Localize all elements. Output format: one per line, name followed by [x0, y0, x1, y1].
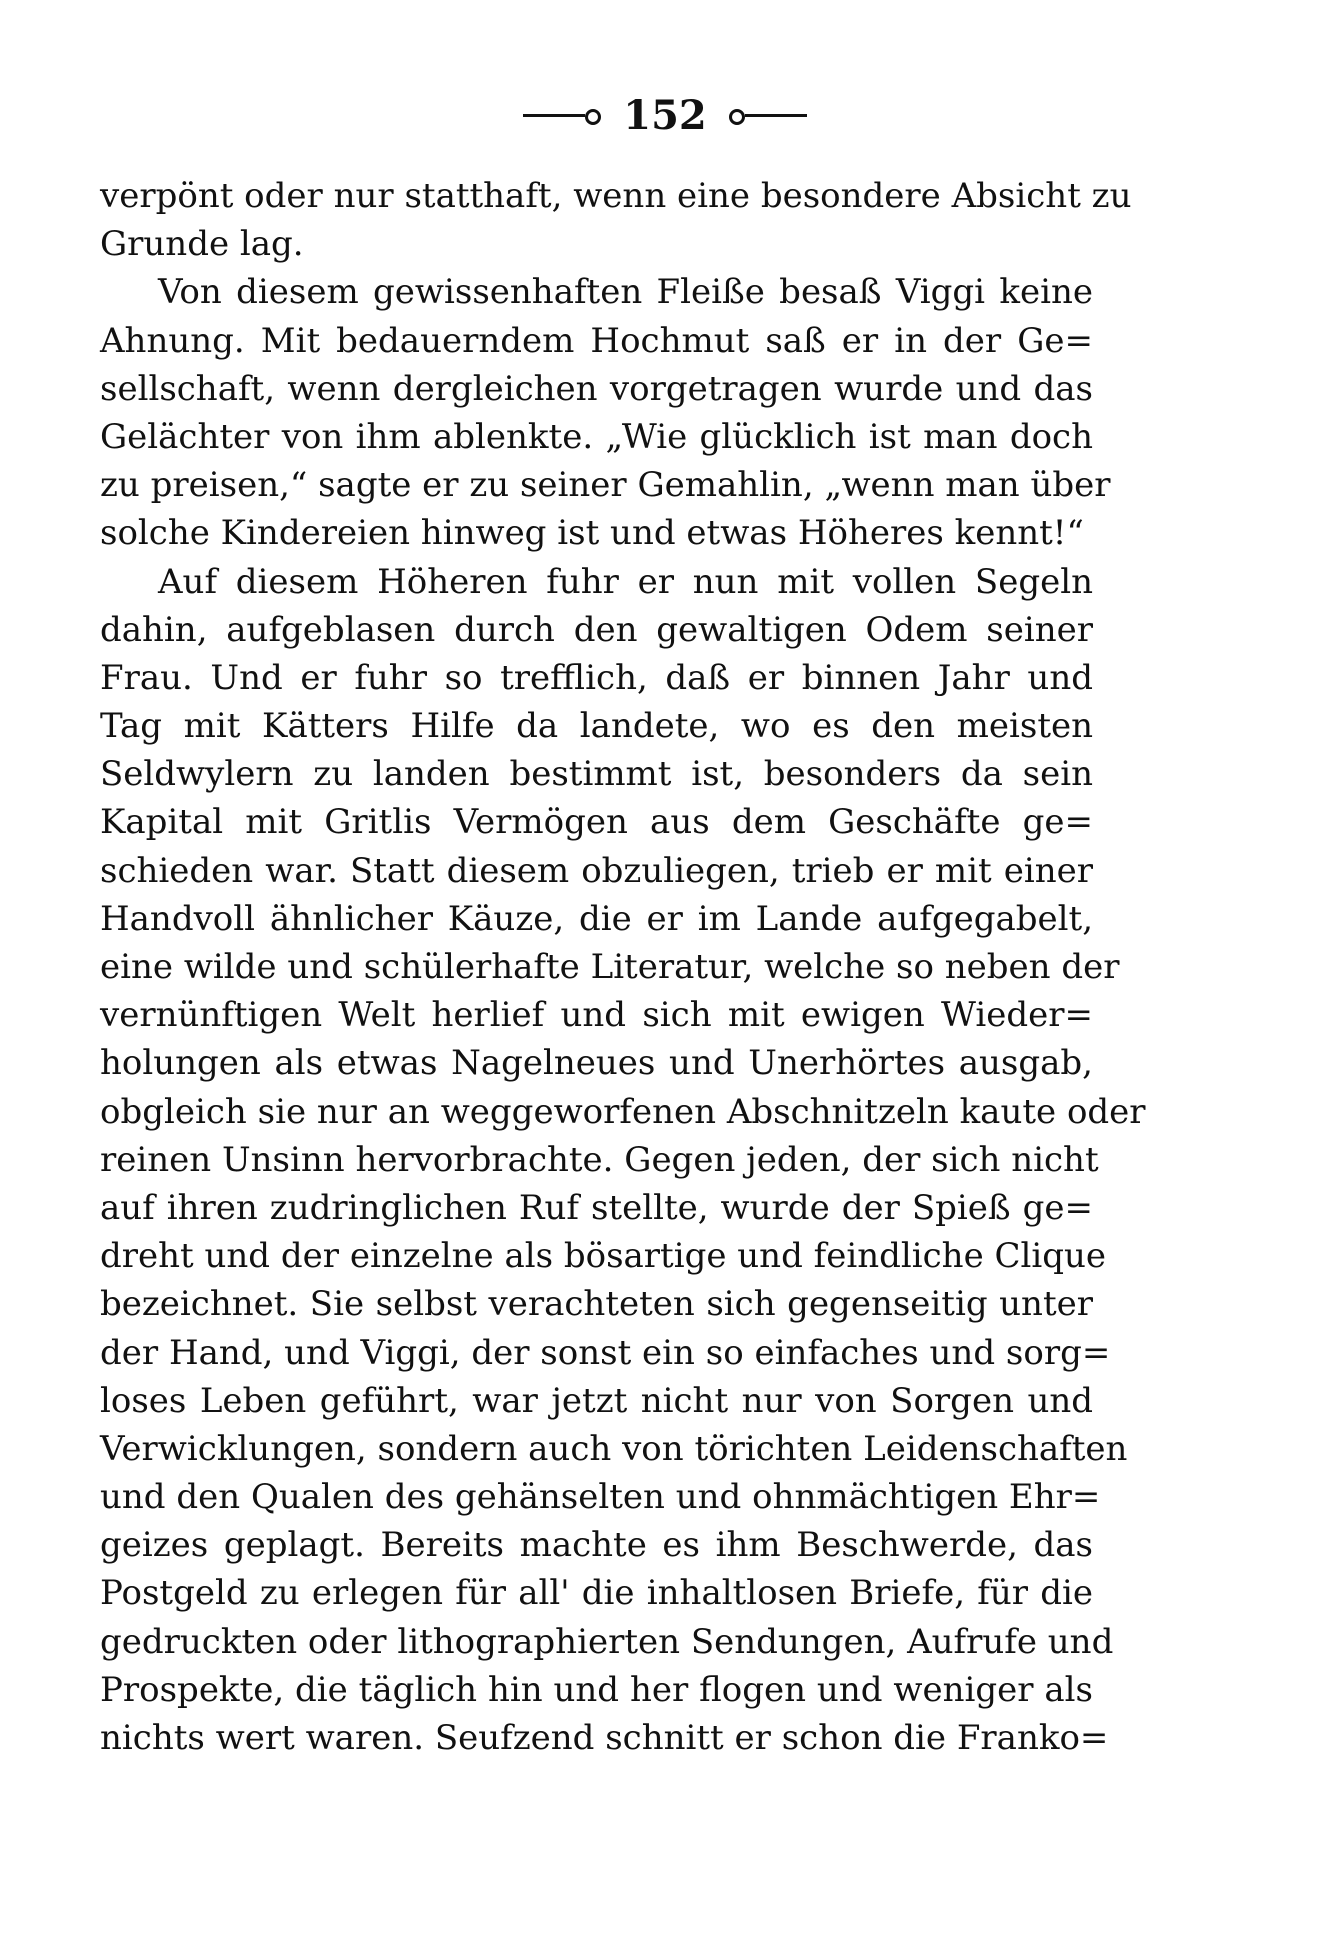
text-line: vernünftigen Welt herlief und sich mit ewigen Wieder=: [100, 995, 1093, 1036]
text-line: loses Leben geführt, war jetzt nicht nur von Sorgen und: [100, 1380, 1093, 1421]
text-line: nichts wert waren. Seufzend schnitt er schon die Franko=: [100, 1718, 1109, 1758]
text-line: holungen als etwas Nagelneues und Unerhörtes ausgab,: [100, 1043, 1093, 1084]
text-line: obgleich sie nur an weggeworfenen Abschnitzeln kaute oder: [100, 1091, 1146, 1132]
text-line: Handvoll ähnlicher Käuze, die er im Lande aufgegabelt,: [100, 898, 1093, 939]
text-line: bezeichnet. Sie selbst verachteten sich gegenseitig unter: [100, 1284, 1093, 1325]
text-line: Grunde lag.: [100, 224, 304, 265]
text-line: Prospekte, die täglich hin und her flogen und weniger als: [100, 1669, 1093, 1710]
text-line: dreht und der einzelne als bösartige und feindliche Clique: [100, 1236, 1107, 1277]
text-line: schieden war. Statt diesem obzuliegen, trieb er mit einer: [100, 850, 1093, 891]
text-line: Seldwylern zu landen bestimmt ist, besonders da sein: [100, 754, 1093, 795]
text-line: Ahnung. Mit bedauerndem Hochmut saß er in der Ge=: [100, 320, 1093, 361]
ornament-rule-right: [745, 114, 807, 117]
text-line: zu preisen,“ sagte er zu seiner Gemahlin, „wenn man über: [100, 465, 1111, 506]
page-header: [0, 92, 1330, 139]
text-line: Auf diesem Höheren fuhr er nun mit vollen Segeln: [158, 561, 1093, 602]
text-line: Tag mit Kätters Hilfe da landete, wo es den meisten: [100, 706, 1093, 747]
text-line: Von diesem gewissenhaften Fleiße besaß Viggi keine: [158, 272, 1093, 313]
text-line: dahin, aufgeblasen durch den gewaltigen Odem seiner: [100, 609, 1093, 650]
text-line: und den Qualen des gehänselten und ohnmächtigen Ehr=: [100, 1477, 1101, 1518]
text-line: sellschaft, wenn dergleichen vorgetragen wurde und das: [100, 368, 1093, 409]
text-line: eine wilde und schülerhafte Literatur, welche so neben der: [100, 947, 1120, 987]
text-line: geizes geplagt. Bereits machte es ihm Beschwerde, das: [100, 1525, 1093, 1566]
text-line: gedruckten oder lithographierten Sendungen, Aufrufe und: [100, 1621, 1114, 1662]
text-line: auf ihren zudringlichen Ruf stellte, wurde der Spieß ge=: [100, 1187, 1093, 1228]
text-line: Verwicklungen, sondern auch von törichten Leidenschaften: [100, 1428, 1128, 1469]
ornament-rule-left: [523, 114, 585, 117]
page-number: 152: [623, 92, 707, 139]
body-text: [100, 172, 1146, 1762]
text-line: solche Kindereien hinweg ist und etwas Höheres kennt!“: [100, 513, 1084, 554]
text-line: Postgeld zu erlegen für all' die inhaltlosen Briefe, für die: [100, 1573, 1093, 1614]
text-line: Kapital mit Gritlis Vermögen aus dem Geschäfte ge=: [100, 802, 1093, 843]
text-line: der Hand, und Viggi, der sonst ein so einfaches und sorg=: [100, 1332, 1111, 1373]
text-line: verpönt oder nur statthaft, wenn eine besondere Absicht zu: [100, 176, 1132, 216]
text-line: Frau. Und er fuhr so trefflich, daß er binnen Jahr und: [100, 657, 1093, 698]
text-line: Gelächter von ihm ablenkte. „Wie glücklich ist man doch: [100, 416, 1093, 457]
text-line: reinen Unsinn hervorbrachte. Gegen jeden, der sich nicht: [100, 1139, 1099, 1180]
